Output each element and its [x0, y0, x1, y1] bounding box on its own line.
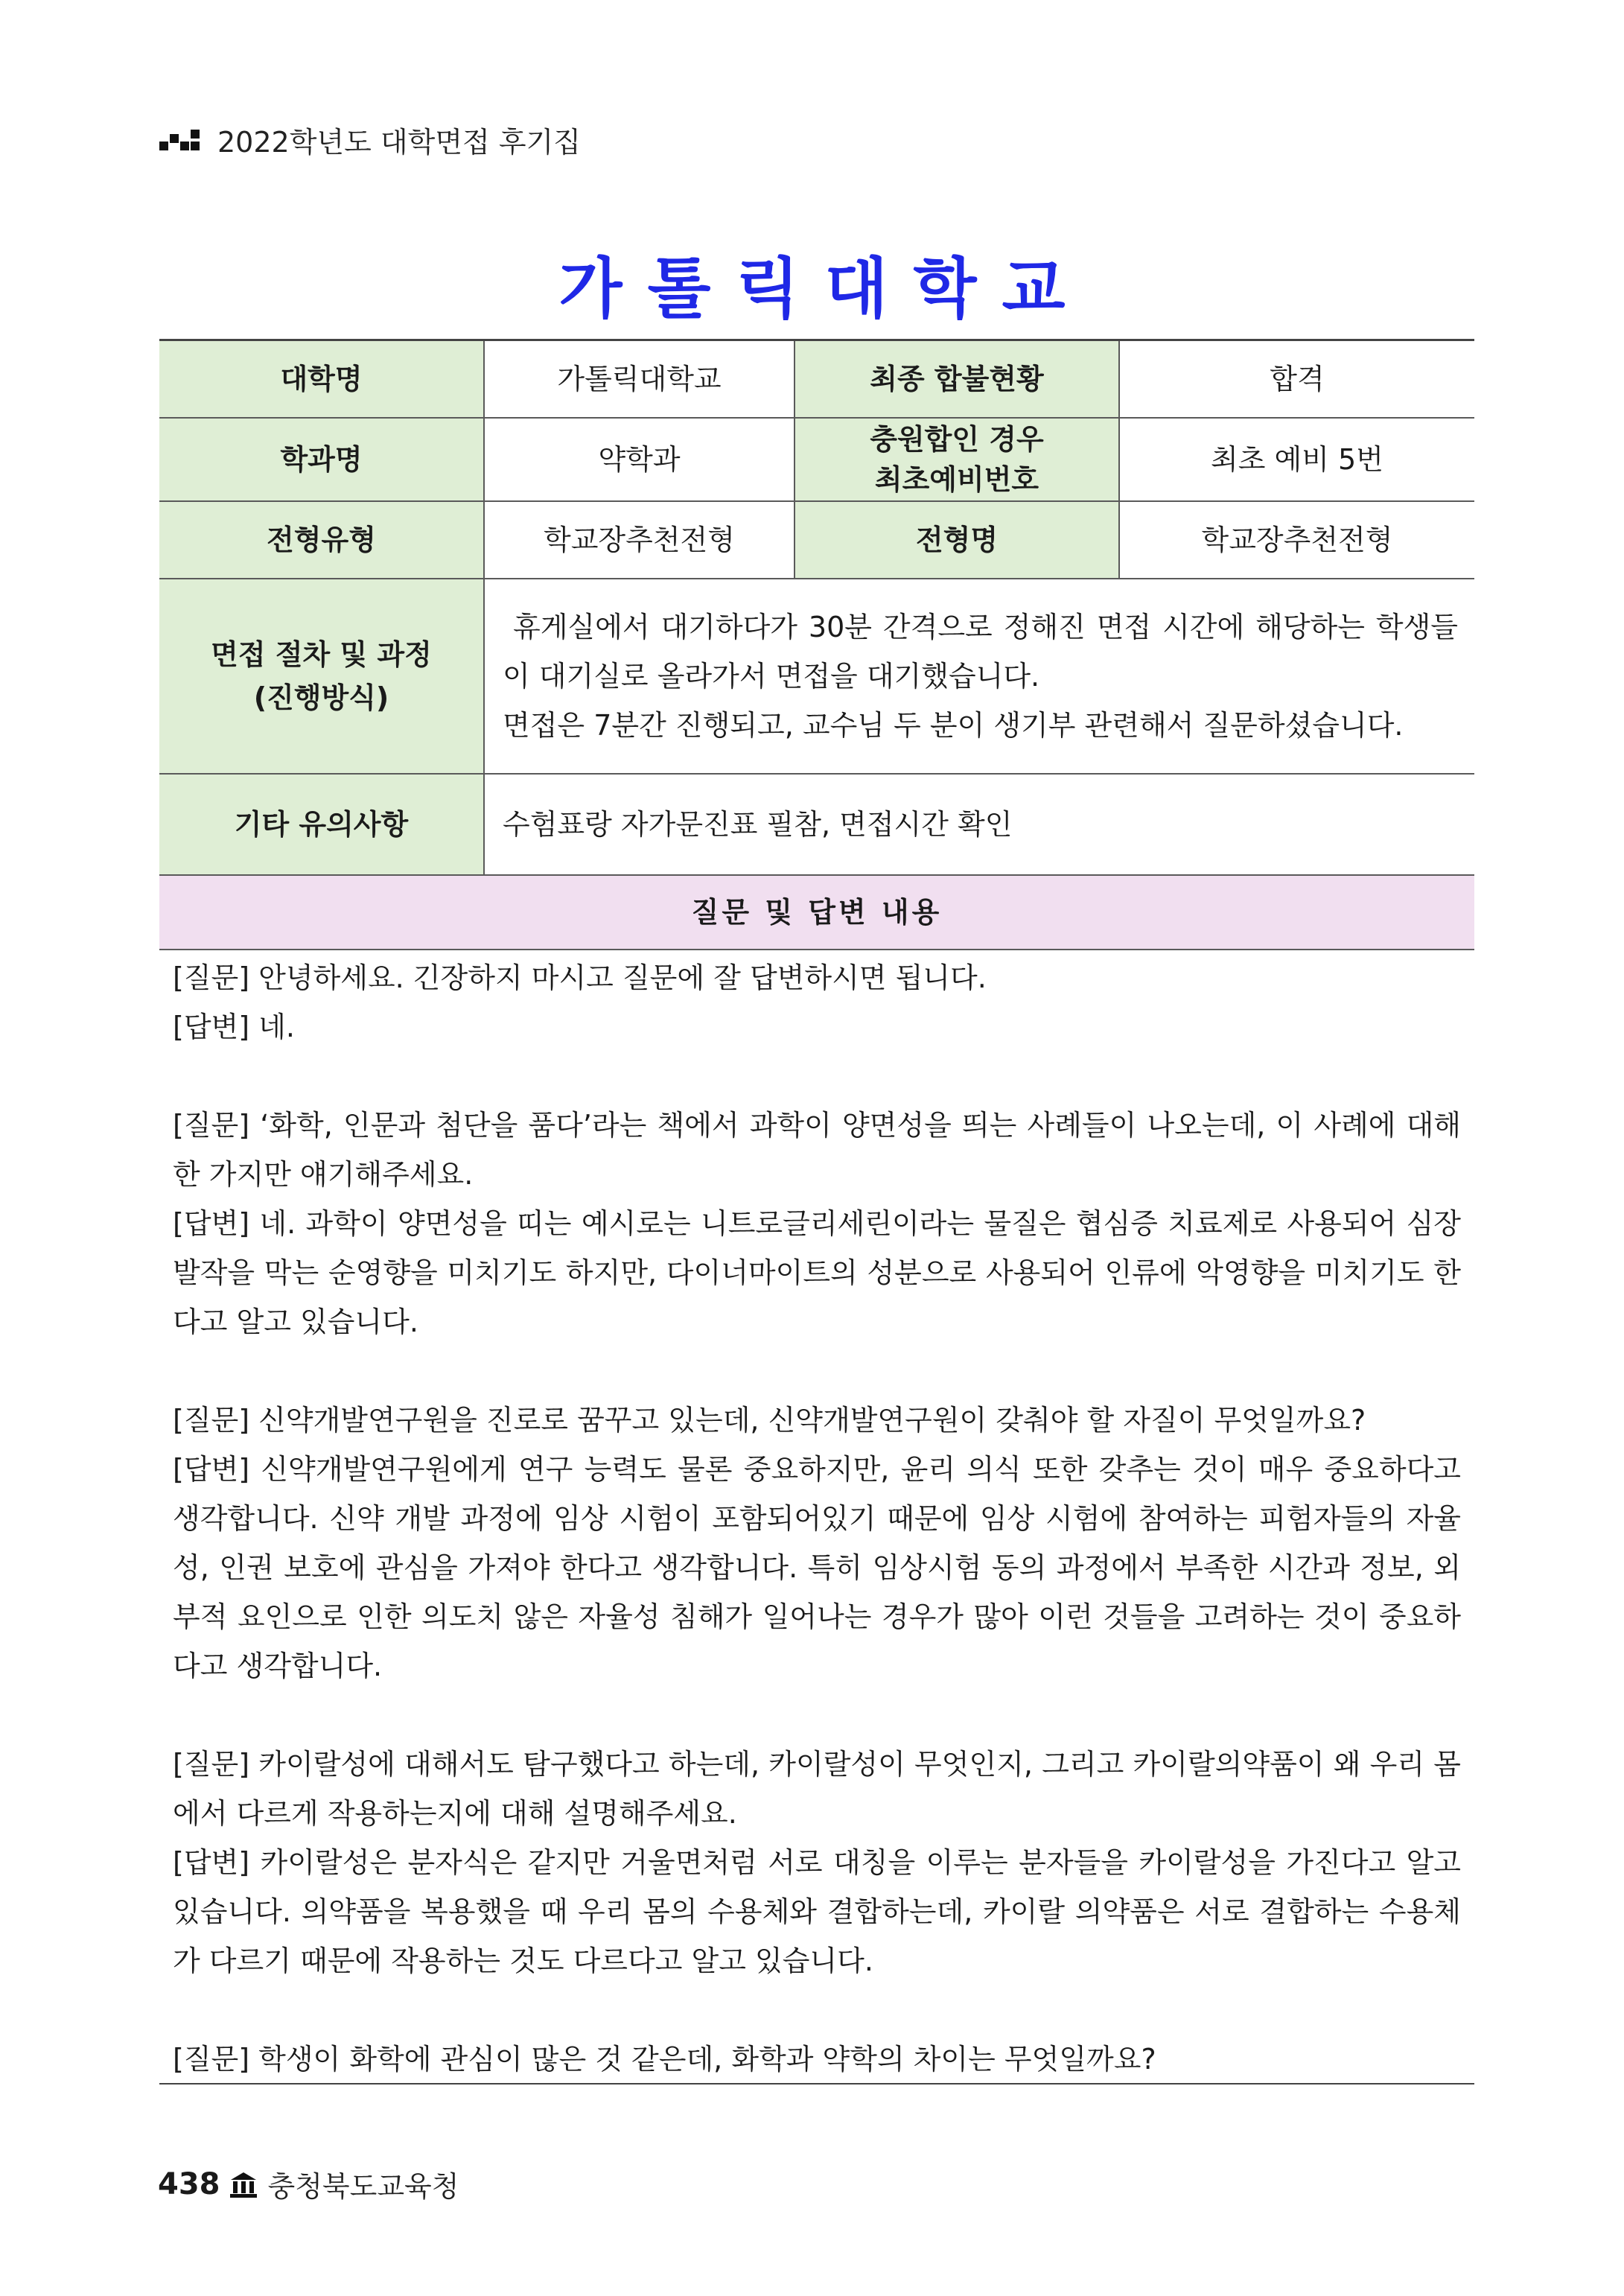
waitlist-label: [795, 418, 1119, 501]
notes-value: 수험표랑 자가문진표 필참, 면접시간 확인: [484, 774, 1474, 875]
process-value: [484, 579, 1474, 774]
question-3: [질문] 신약개발연구원을 진로로 꿈꾸고 있는데, 신약개발연구원이 갖춰야 할 자질이 무엇일까요?: [173, 1404, 1366, 1437]
process-label: [159, 579, 484, 774]
question-2: [질문] ‘화학, 인문과 첨단을 품다’라는 책에서 과학이 양면성을 띄는 사례들이 나오는데, 이 사례에 대해 한 가지만 얘기해주세요.: [173, 1109, 1461, 1191]
waitlist-label-line-1: 충원합인 경우: [870, 422, 1044, 456]
waitlist-label-line-2: 최초예비번호: [874, 462, 1039, 496]
qa-section-header: 질문 및 답변 내용: [159, 875, 1474, 950]
process-label-line-1: 면접 절차 및 과정: [211, 637, 432, 671]
page-title: 가톨릭대학교: [558, 250, 1091, 327]
education-office-logo-icon: [228, 2169, 259, 2199]
table-row: [159, 774, 1474, 875]
process-text-2: 면접은 7분간 진행되고, 교수님 두 분이 생기부 관련해서 질문하셨습니다.: [503, 708, 1404, 742]
header-title: 2022학년도 대학면접 후기집: [217, 126, 581, 159]
result-label: 최종 합불현황: [795, 340, 1119, 418]
table-row: [159, 340, 1474, 418]
result-value: 합격: [1119, 340, 1474, 418]
notes-label: 기타 유의사항: [159, 774, 484, 875]
table-row: [159, 418, 1474, 501]
type-name-value: 학교장추천전형: [1119, 501, 1474, 579]
running-header: [159, 119, 581, 160]
process-text-1: 휴게실에서 대기하다가 30분 간격으로 정해진 면접 시간에 해당하는 학생들이 대기실로 올라가서 면접을 대기했습니다.: [503, 610, 1458, 693]
question-5: [질문] 학생이 화학에 관심이 많은 것 같은데, 화학과 약학의 차이는 무엇일까요?: [173, 2043, 1156, 2076]
type-label: 전형유형: [159, 501, 484, 579]
qa-bottom-rule: [159, 2083, 1474, 2084]
question-1: [질문] 안녕하세요. 긴장하지 마시고 질문에 잘 답변하시면 됩니다.: [173, 961, 987, 994]
question-4: [질문] 카이랄성에 대해서도 탐구했다고 하는데, 카이랄성이 무엇인지, 그리고 카이랄의약품이 왜 우리 몸에서 다르게 작용하는지에 대해 설명해주세요.: [173, 1748, 1461, 1830]
type-name-label: 전형명: [795, 501, 1119, 579]
interview-info-table: [159, 339, 1474, 950]
dept-value: 약학과: [484, 418, 795, 501]
process-label-line-2: (진행방식): [253, 681, 389, 714]
answer-4: [답변] 카이랄성은 분자식은 같지만 거울면처럼 서로 대칭을 이루는 분자들을 카이랄성을 가진다고 알고 있습니다. 의약품을 복용했을 때 우리 몸의 수용체와 결합하는데, 카이랄 의약품은 서로 결합하는 수용체가 다르기 때문에 작용하는 것도 다르다고 알고 있습니다.: [173, 1846, 1461, 1977]
org-name: 충청북도교육청: [267, 2170, 459, 2203]
qa-content: [173, 953, 1461, 2084]
page-number: 438: [158, 2166, 220, 2201]
waitlist-value: 최초 예비 5번: [1119, 418, 1474, 501]
table-row: [159, 875, 1474, 950]
univ-label: 대학명: [159, 340, 484, 418]
answer-2: [답변] 네. 과학이 양면성을 띠는 예시로는 니트로글리세린이라는 물질은 협심증 치료제로 사용되어 심장 발작을 막는 순영향을 미치기도 하지만, 다이너마이트의 성분으로 사용되어 인류에 악영향을 미치기도 한다고 알고 있습니다.: [173, 1207, 1461, 1338]
page-footer: [158, 2163, 459, 2204]
answer-3: [답변] 신약개발연구원에게 연구 능력도 물론 중요하지만, 윤리 의식 또한 갖추는 것이 매우 중요하다고 생각합니다. 신약 개발 과정에 임상 시험이 포함되어있기 때문에 임상 시험에 참여하는 피험자들의 자율성, 인권 보호에 관심을 가져야 한다고 생각합니다. 특히 임상시험 동의 과정에서 부족한 시간과 정보, 외부적 요인으로 인한 의도치 않은 자율성 침해가 일어나는 경우가 많아 이런 것들을 고려하는 것이 중요하다고 생각합니다.: [173, 1453, 1461, 1682]
table-row: [159, 579, 1474, 774]
table-row: [159, 501, 1474, 579]
type-value: 학교장추천전형: [484, 501, 795, 579]
univ-value: 가톨릭대학교: [484, 340, 795, 418]
dept-label: 학과명: [159, 418, 484, 501]
answer-1: [답변] 네.: [173, 1011, 295, 1043]
checker-mark-icon: [159, 125, 207, 155]
